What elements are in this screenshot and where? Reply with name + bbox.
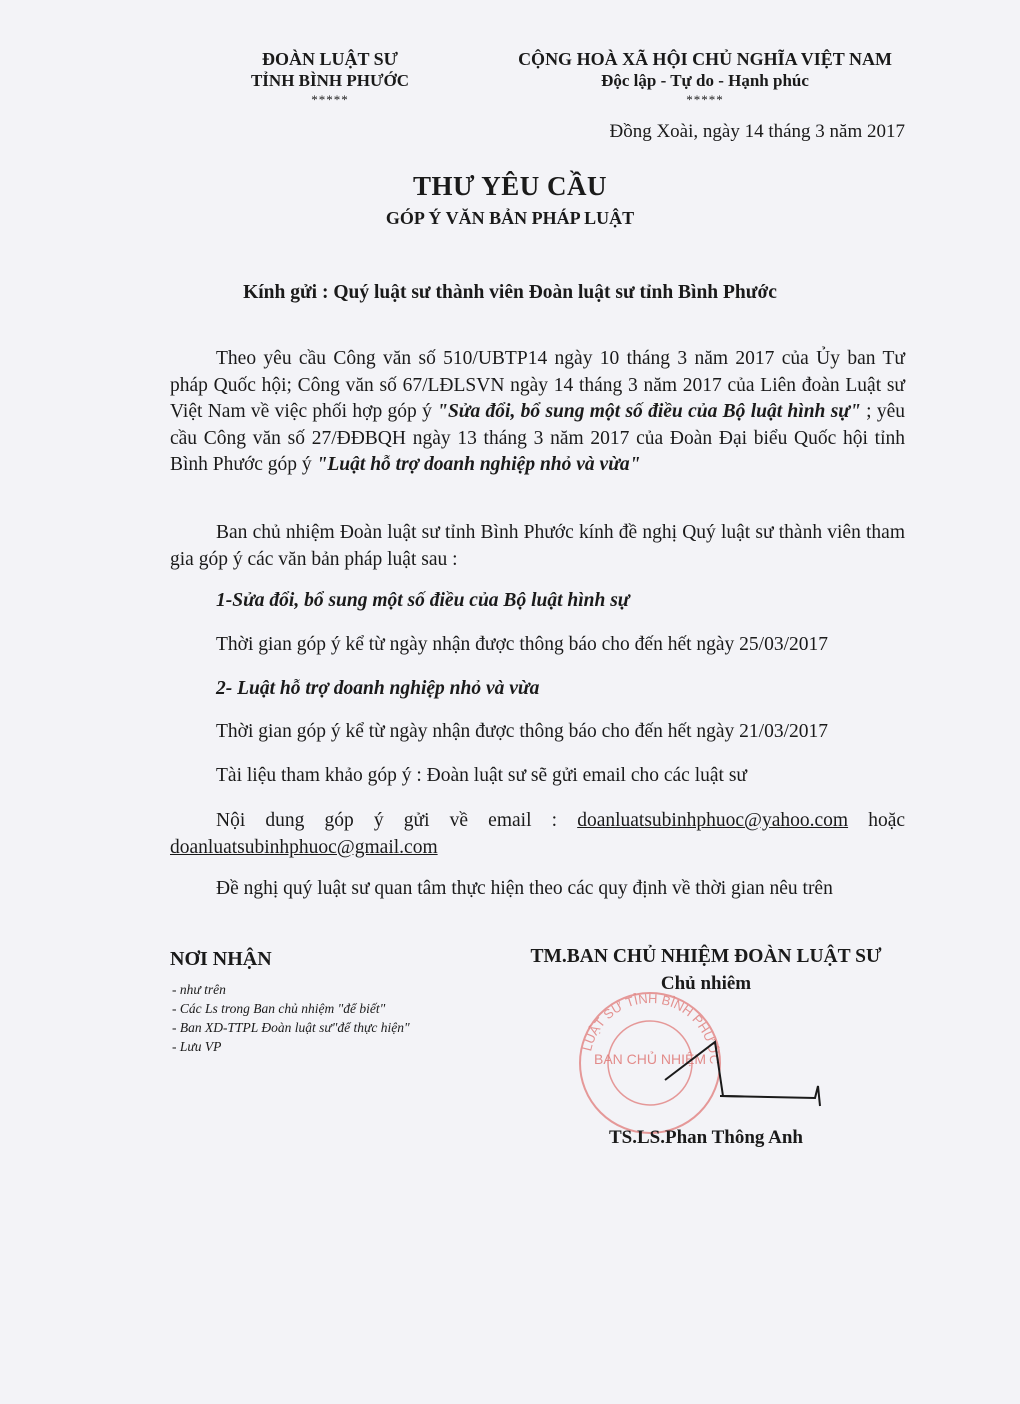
country-name: CỘNG HOÀ XÃ HỘI CHỦ NGHĨA VIỆT NAM <box>518 49 892 69</box>
signature-stroke <box>720 1078 830 1118</box>
email-prefix: Nội dung góp ý gửi về email : <box>216 810 578 831</box>
intro-law-1: "Sửa đổi, bổ sung một số điều của Bộ luật hình sự" <box>437 401 861 422</box>
recipient-item: - Ban XD-TTPL Đoàn luật sư"để thực hiện" <box>172 1020 410 1035</box>
org-name-line2: TỈNH BÌNH PHƯỚC <box>250 71 410 90</box>
closing-paragraph: Đề nghị quý luật sư quan tâm thực hiện theo các quy định về thời gian nêu trên <box>216 878 833 899</box>
stamp-ring-textpath: LUẬT SƯ TỈNH BÌNH PHƯỚC <box>579 990 723 1065</box>
item-2-title: 2- Luật hỗ trợ doanh nghiệp nhỏ và vừa <box>216 678 540 699</box>
national-motto: Độc lập - Tự do - Hạnh phúc <box>601 71 809 90</box>
recipient-item: - như trên <box>172 982 226 997</box>
motto-separator: ***** <box>686 92 724 107</box>
recipients-title: NƠI NHẬN <box>170 948 272 970</box>
email-paragraph <box>170 808 905 861</box>
intro-text-a: Theo yêu cầu Công văn số 510/UBTP14 ngày 10 tháng 3 năm 2017 của Ủy ban Tư pháp Quốc hội; Công văn số 67/LĐLSVN ngày 14 tháng 3 năm 2017 của Liên đoàn Luật sư Việt Nam về việc phối hợp góp ý <box>170 348 905 422</box>
signature-title: TM.BAN CHỦ NHIỆM ĐOÀN LUẬT SƯ <box>530 946 882 967</box>
recipient-item: - Lưu VP <box>172 1039 222 1054</box>
recipients-list <box>172 980 410 1056</box>
email-link-yahoo[interactable]: doanluatsubinhphuoc@yahoo.com <box>577 810 849 831</box>
request-paragraph: Ban chủ nhiệm Đoàn luật sư tỉnh Bình Phước kính đề nghị Quý luật sư thành viên tham gia góp ý các văn bản pháp luật sau : <box>170 522 905 570</box>
email-link-gmail[interactable]: doanluatsubinhphuoc@gmail.com <box>170 836 438 858</box>
stamp-center-text: BAN CHỦ NHIỆM <box>593 1051 707 1067</box>
recipient-line: Kính gửi : Quý luật sư thành viên Đoàn luật sư tỉnh Bình Phước <box>243 282 777 303</box>
document-title: THƯ YÊU CẦU <box>413 171 607 201</box>
document-subtitle: GÓP Ý VĂN BẢN PHÁP LUẬT <box>385 208 635 228</box>
document-date: Đồng Xoài, ngày 14 tháng 3 năm 2017 <box>609 121 905 142</box>
intro-paragraph <box>170 346 905 479</box>
signer-name: TS.LS.Phan Thông Anh <box>609 1127 803 1148</box>
recipient-item: - Các Ls trong Ban chủ nhiệm "để biết" <box>172 1001 386 1016</box>
official-stamp <box>555 988 745 1138</box>
signature-role: Chủ nhiêm <box>660 973 752 994</box>
national-header <box>480 48 930 108</box>
reference-note: Tài liệu tham khảo góp ý : Đoàn luật sư sẽ gửi email cho các luật sư <box>216 765 747 786</box>
email-or: hoặc <box>848 810 906 831</box>
intro-law-2: "Luật hỗ trợ doanh nghiệp nhỏ và vừa" <box>316 454 641 475</box>
item-2-deadline: Thời gian góp ý kể từ ngày nhận được thông báo cho đến hết ngày 21/03/2017 <box>216 721 829 742</box>
signature-tail <box>720 1086 820 1106</box>
org-name-line1: ĐOÀN LUẬT SƯ <box>261 49 399 69</box>
item-1-deadline: Thời gian góp ý kể từ ngày nhận được thông báo cho đến hết ngày 25/03/2017 <box>216 634 829 655</box>
org-separator: ***** <box>311 92 349 107</box>
item-1-title: 1-Sửa đổi, bổ sung một số điều của Bộ luật hình sự <box>216 590 630 611</box>
intro-text-c: ; yêu cầu Công văn số 27/ĐĐBQH ngày 13 tháng 3 năm 2017 của Đoàn Đại biểu Quốc hội tỉnh Bình Phước góp ý <box>170 401 905 475</box>
issuing-organization <box>170 48 490 108</box>
